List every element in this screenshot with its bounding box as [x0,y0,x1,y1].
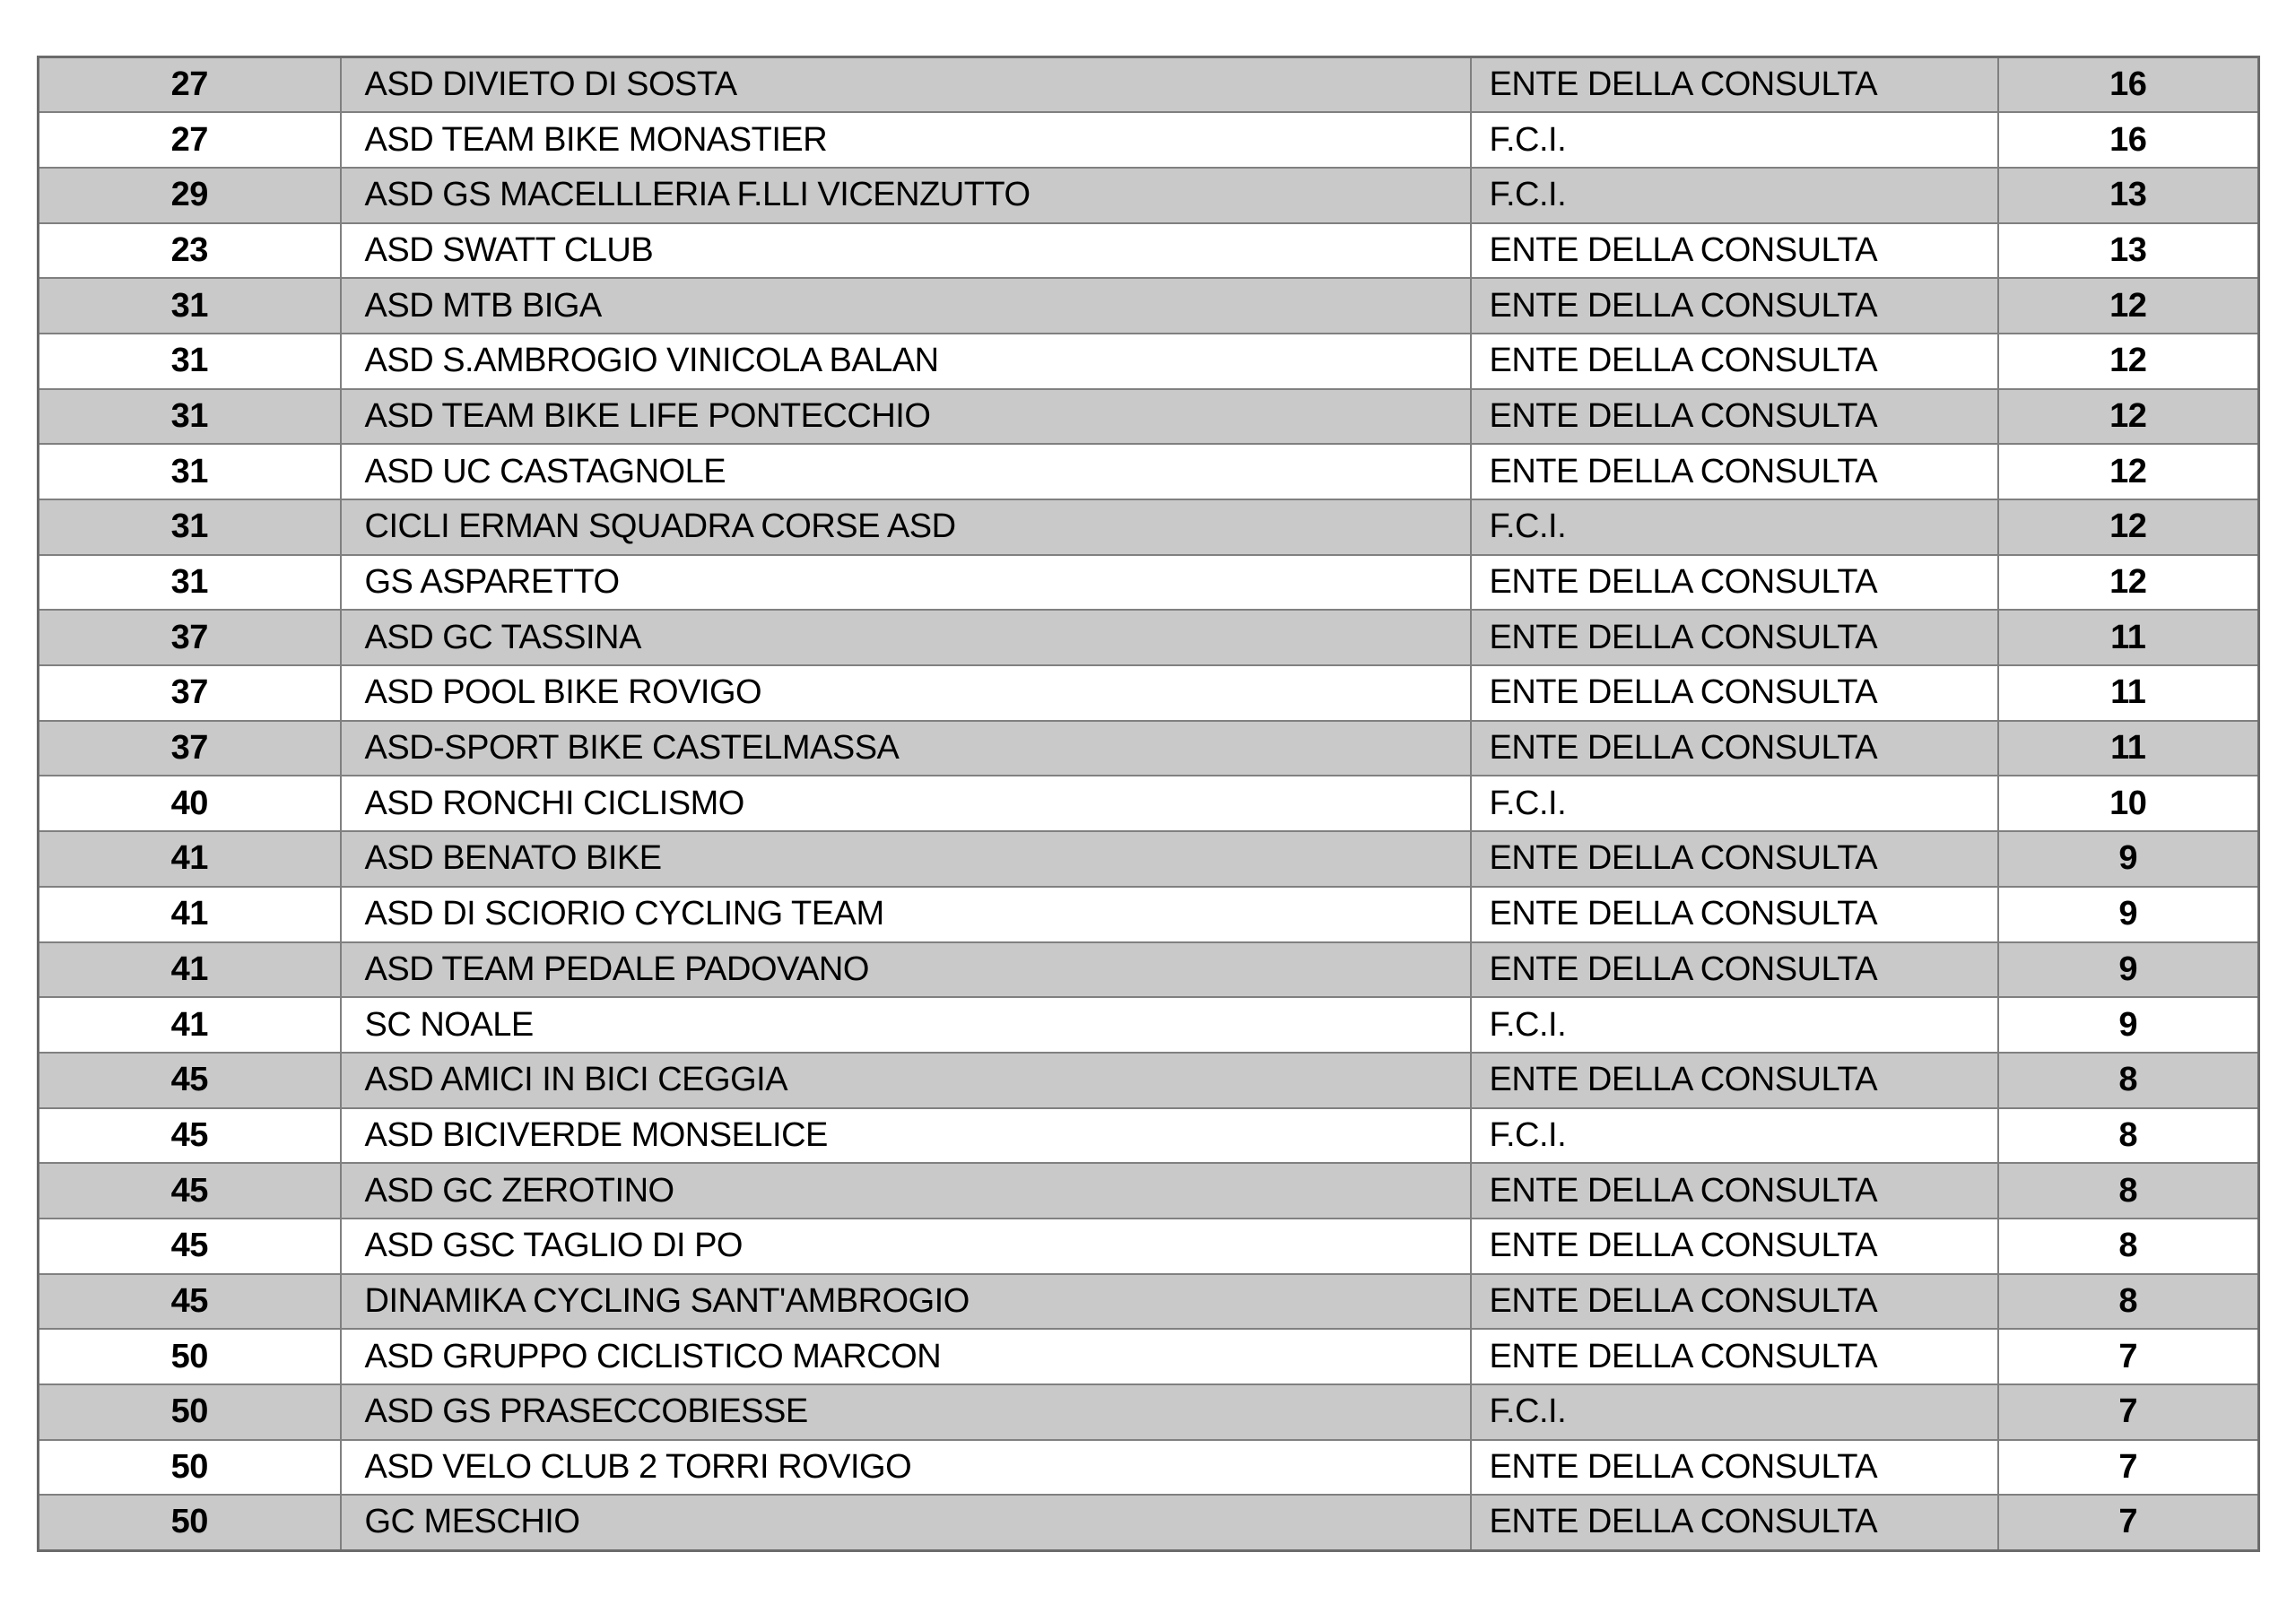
table-row [39,776,2259,831]
table-row [39,1053,2259,1108]
affiliation-cell: ENTE DELLA CONSULTA [1471,278,1998,334]
points-cell: 16 [1998,57,2259,113]
rank-cell: 31 [39,334,341,389]
points-cell: 8 [1998,1108,2259,1164]
team-cell: ASD TEAM BIKE LIFE PONTECCHIO [341,389,1471,445]
affiliation-cell: ENTE DELLA CONSULTA [1471,1274,1998,1330]
affiliation-cell: ENTE DELLA CONSULTA [1471,1053,1998,1108]
rank-cell: 50 [39,1329,341,1384]
table-row [39,665,2259,721]
points-cell: 12 [1998,444,2259,499]
rank-cell: 41 [39,887,341,942]
team-cell: ASD GC ZEROTINO [341,1163,1471,1219]
points-cell: 9 [1998,942,2259,998]
points-cell: 9 [1998,997,2259,1053]
team-cell: ASD TEAM PEDALE PADOVANO [341,942,1471,998]
points-cell: 11 [1998,721,2259,776]
rank-cell: 41 [39,942,341,998]
affiliation-cell: ENTE DELLA CONSULTA [1471,57,1998,113]
team-cell: ASD DIVIETO DI SOSTA [341,57,1471,113]
affiliation-cell: ENTE DELLA CONSULTA [1471,389,1998,445]
rank-cell: 45 [39,1053,341,1108]
points-cell: 13 [1998,223,2259,279]
points-cell: 9 [1998,887,2259,942]
rank-cell: 37 [39,665,341,721]
points-cell: 7 [1998,1440,2259,1496]
table-row [39,1219,2259,1274]
rank-cell: 37 [39,610,341,665]
points-cell: 12 [1998,334,2259,389]
table-row [39,831,2259,887]
team-cell: ASD UC CASTAGNOLE [341,444,1471,499]
rank-cell: 41 [39,997,341,1053]
table-row [39,721,2259,776]
table-row [39,1495,2259,1550]
team-cell: ASD DI SCIORIO CYCLING TEAM [341,887,1471,942]
team-cell: DINAMIKA CYCLING SANT'AMBROGIO [341,1274,1471,1330]
points-cell: 9 [1998,831,2259,887]
rank-cell: 31 [39,389,341,445]
table-row [39,942,2259,998]
rank-cell: 27 [39,112,341,168]
affiliation-cell: ENTE DELLA CONSULTA [1471,1495,1998,1550]
table-row [39,389,2259,445]
standings-table-container [37,56,2260,1552]
team-cell: ASD TEAM BIKE MONASTIER [341,112,1471,168]
rank-cell: 27 [39,57,341,113]
affiliation-cell: ENTE DELLA CONSULTA [1471,665,1998,721]
rank-cell: 45 [39,1219,341,1274]
rank-cell: 45 [39,1163,341,1219]
affiliation-cell: ENTE DELLA CONSULTA [1471,555,1998,611]
points-cell: 13 [1998,168,2259,223]
rank-cell: 50 [39,1440,341,1496]
table-row [39,1384,2259,1440]
affiliation-cell: F.C.I. [1471,1108,1998,1164]
points-cell: 12 [1998,389,2259,445]
affiliation-cell: ENTE DELLA CONSULTA [1471,610,1998,665]
points-cell: 8 [1998,1219,2259,1274]
points-cell: 11 [1998,610,2259,665]
team-cell: ASD GS MACELLLERIA F.LLI VICENZUTTO [341,168,1471,223]
team-cell: ASD GS PRASECCOBIESSE [341,1384,1471,1440]
rank-cell: 29 [39,168,341,223]
affiliation-cell: ENTE DELLA CONSULTA [1471,1440,1998,1496]
affiliation-cell: ENTE DELLA CONSULTA [1471,223,1998,279]
rank-cell: 50 [39,1384,341,1440]
team-cell: ASD BICIVERDE MONSELICE [341,1108,1471,1164]
rank-cell: 41 [39,831,341,887]
team-cell: ASD S.AMBROGIO VINICOLA BALAN [341,334,1471,389]
points-cell: 8 [1998,1053,2259,1108]
affiliation-cell: ENTE DELLA CONSULTA [1471,831,1998,887]
rank-cell: 45 [39,1274,341,1330]
rank-cell: 40 [39,776,341,831]
team-cell: ASD SWATT CLUB [341,223,1471,279]
rank-cell: 50 [39,1495,341,1550]
affiliation-cell: F.C.I. [1471,776,1998,831]
team-cell: SC NOALE [341,997,1471,1053]
table-row [39,223,2259,279]
rank-cell: 23 [39,223,341,279]
affiliation-cell: F.C.I. [1471,499,1998,555]
affiliation-cell: F.C.I. [1471,112,1998,168]
team-cell: ASD-SPORT BIKE CASTELMASSA [341,721,1471,776]
affiliation-cell: F.C.I. [1471,997,1998,1053]
table-row [39,444,2259,499]
table-row [39,610,2259,665]
table-row [39,555,2259,611]
rank-cell: 31 [39,278,341,334]
table-row [39,1329,2259,1384]
team-cell: GC MESCHIO [341,1495,1471,1550]
table-row [39,499,2259,555]
affiliation-cell: ENTE DELLA CONSULTA [1471,721,1998,776]
table-row [39,1163,2259,1219]
affiliation-cell: F.C.I. [1471,1384,1998,1440]
affiliation-cell: F.C.I. [1471,168,1998,223]
standings-table-body [39,57,2259,1551]
affiliation-cell: ENTE DELLA CONSULTA [1471,1219,1998,1274]
table-row [39,278,2259,334]
points-cell: 7 [1998,1329,2259,1384]
rank-cell: 45 [39,1108,341,1164]
points-cell: 16 [1998,112,2259,168]
table-row [39,334,2259,389]
points-cell: 8 [1998,1274,2259,1330]
team-cell: ASD GC TASSINA [341,610,1471,665]
rank-cell: 31 [39,555,341,611]
points-cell: 11 [1998,665,2259,721]
team-cell: ASD VELO CLUB 2 TORRI ROVIGO [341,1440,1471,1496]
rank-cell: 37 [39,721,341,776]
affiliation-cell: ENTE DELLA CONSULTA [1471,444,1998,499]
standings-table [37,56,2260,1552]
team-cell: CICLI ERMAN SQUADRA CORSE ASD [341,499,1471,555]
table-row [39,57,2259,113]
table-row [39,1108,2259,1164]
affiliation-cell: ENTE DELLA CONSULTA [1471,1163,1998,1219]
points-cell: 12 [1998,555,2259,611]
points-cell: 12 [1998,499,2259,555]
points-cell: 12 [1998,278,2259,334]
table-row [39,997,2259,1053]
affiliation-cell: ENTE DELLA CONSULTA [1471,1329,1998,1384]
table-row [39,1274,2259,1330]
table-row [39,168,2259,223]
table-row [39,112,2259,168]
team-cell: GS ASPARETTO [341,555,1471,611]
affiliation-cell: ENTE DELLA CONSULTA [1471,334,1998,389]
affiliation-cell: ENTE DELLA CONSULTA [1471,942,1998,998]
team-cell: ASD POOL BIKE ROVIGO [341,665,1471,721]
team-cell: ASD GRUPPO CICLISTICO MARCON [341,1329,1471,1384]
rank-cell: 31 [39,499,341,555]
team-cell: ASD BENATO BIKE [341,831,1471,887]
team-cell: ASD AMICI IN BICI CEGGIA [341,1053,1471,1108]
points-cell: 10 [1998,776,2259,831]
table-row [39,887,2259,942]
team-cell: ASD MTB BIGA [341,278,1471,334]
points-cell: 7 [1998,1384,2259,1440]
rank-cell: 31 [39,444,341,499]
affiliation-cell: ENTE DELLA CONSULTA [1471,887,1998,942]
points-cell: 8 [1998,1163,2259,1219]
team-cell: ASD RONCHI CICLISMO [341,776,1471,831]
team-cell: ASD GSC TAGLIO DI PO [341,1219,1471,1274]
table-row [39,1440,2259,1496]
points-cell: 7 [1998,1495,2259,1550]
